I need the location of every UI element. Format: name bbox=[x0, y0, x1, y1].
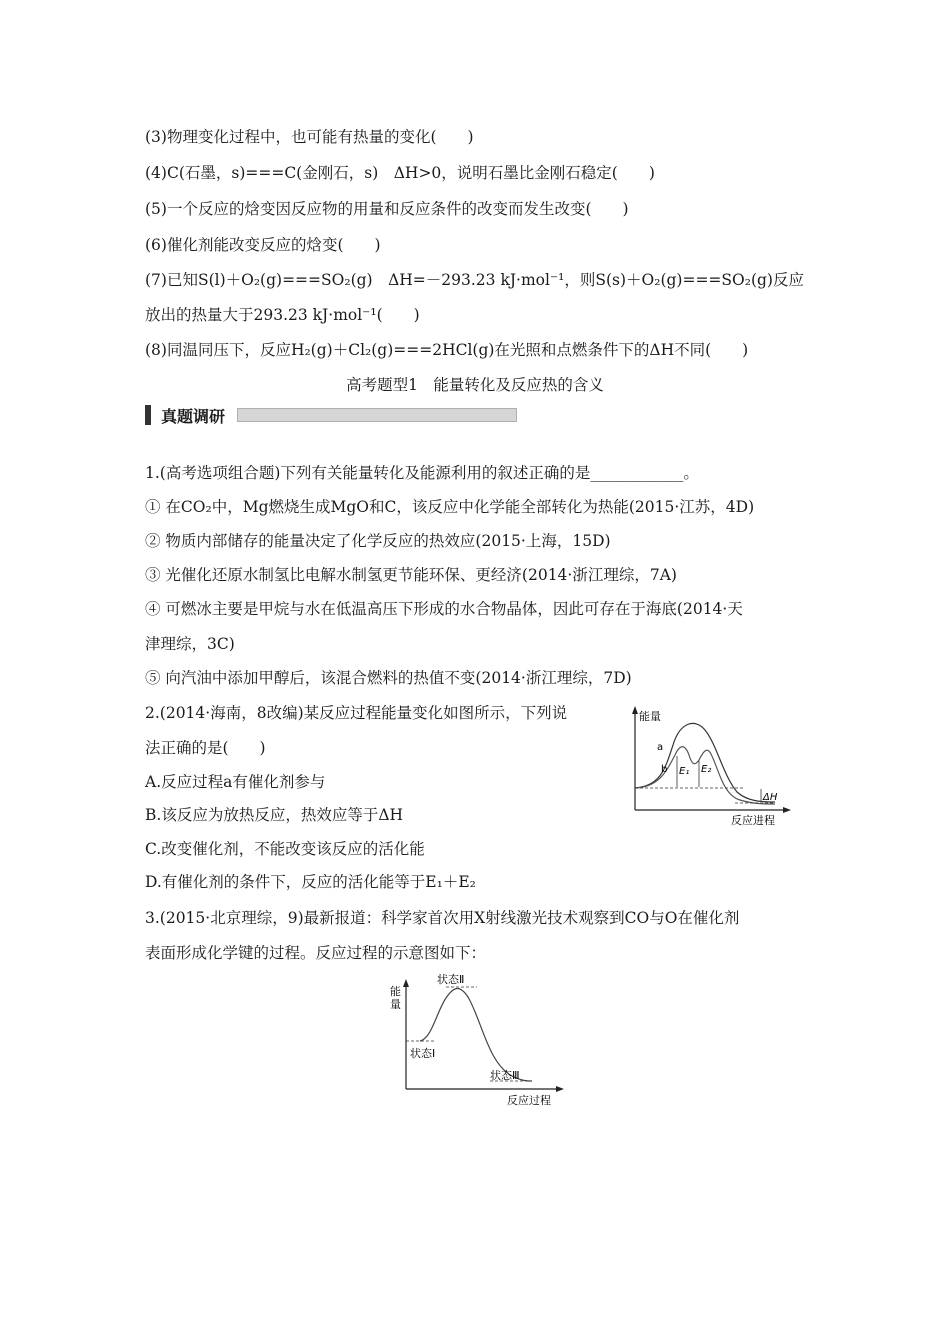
q2-label-e2: E₂ bbox=[701, 764, 712, 775]
q2-label-b: b bbox=[661, 764, 668, 775]
heading-rule bbox=[237, 408, 517, 422]
q1-item-4-cont: 津理综，3C) bbox=[145, 635, 235, 653]
statement-6: (6)催化剂能改变反应的焓变( ) bbox=[145, 236, 381, 254]
q1-item-5: ⑤ 向汽油中添加甲醇后，该混合燃料的热值不变(2014·浙江理综，7D) bbox=[145, 669, 632, 687]
statement-8: (8)同温同压下，反应H₂(g)＋Cl₂(g)===2HCl(g)在光照和点燃条件下的ΔH不同( ) bbox=[145, 341, 749, 359]
statement-5: (5)一个反应的焓变因反应物的用量和反应条件的改变而发生改变( ) bbox=[145, 200, 629, 218]
q1-item-4: ④ 可燃冰主要是甲烷与水在低温高压下形成的水合物晶体，因此可存在于海底(2014·天 bbox=[145, 600, 743, 618]
statement-7-cont: 放出的热量大于293.23 kJ·mol⁻¹( ) bbox=[145, 306, 420, 324]
q1-stem: 1.(高考选项组合题)下列有关能量转化及能源利用的叙述正确的是____________。 bbox=[145, 464, 699, 482]
statement-4: (4)C(石墨，s)===C(金刚石，s) ΔH>0，说明石墨比金刚石稳定( ) bbox=[145, 164, 655, 182]
q3-state-2: 状态Ⅱ bbox=[437, 973, 465, 986]
q3-energy-diagram bbox=[362, 973, 572, 1108]
q3-curve bbox=[420, 988, 532, 1081]
q2-label-dh: ΔH bbox=[763, 792, 778, 803]
q2-ylabel: 能量 bbox=[639, 710, 661, 723]
q3-ylabel: 能量 bbox=[390, 985, 401, 1011]
section-title: 高考题型1 能量转化及反应热的含义 bbox=[346, 376, 604, 394]
heading-block bbox=[145, 404, 517, 426]
q2-option-b: B.该反应为放热反应，热效应等于ΔH bbox=[145, 806, 404, 824]
heading-title: 真题调研 bbox=[161, 406, 226, 426]
q2-stem-2: 法正确的是( ) bbox=[145, 739, 266, 757]
q3-stem-2: 表面形成化学键的过程。反应过程的示意图如下： bbox=[145, 944, 487, 962]
q2-label-a: a bbox=[657, 742, 664, 753]
q1-item-1: ① 在CO₂中，Mg燃烧生成MgO和C，该反应中化学能全部转化为热能(2015·江苏，4D) bbox=[145, 498, 755, 516]
q2-stem-1: 2.(2014·海南，8改编)某反应过程能量变化如图所示，下列说 bbox=[145, 704, 568, 722]
heading-bar bbox=[145, 405, 151, 425]
statement-3: (3)物理变化过程中，也可能有热量的变化( ) bbox=[145, 128, 474, 146]
q1-item-2: ② 物质内部储存的能量决定了化学反应的热效应(2015·上海，15D) bbox=[145, 532, 611, 550]
q3-stem-1: 3.(2015·北京理综，9)最新报道：科学家首次用X射线激光技术观察到CO与O在催化剂 bbox=[145, 909, 740, 927]
q2-option-a: A.反应过程a有催化剂参与 bbox=[145, 773, 326, 791]
q1-item-3: ③ 光催化还原水制氢比电解水制氢更节能环保、更经济(2014·浙江理综，7A) bbox=[145, 566, 677, 584]
q3-xlabel: 反应过程 bbox=[507, 1094, 551, 1107]
q2-label-e1: E₁ bbox=[679, 766, 690, 777]
q3-state-3: 状态Ⅲ bbox=[490, 1069, 520, 1082]
q2-xlabel: 反应进程 bbox=[731, 814, 775, 827]
q2-curve-b bbox=[635, 747, 775, 804]
q2-option-d: D.有催化剂的条件下，反应的活化能等于E₁＋E₂ bbox=[145, 873, 476, 891]
q2-option-c: C.改变催化剂，不能改变该反应的活化能 bbox=[145, 840, 425, 858]
q2-energy-diagram bbox=[625, 700, 795, 830]
q2-curve-a bbox=[635, 723, 775, 802]
statement-7: (7)已知S(l)＋O₂(g)===SO₂(g) ΔH=－293.23 kJ·mol⁻¹，则S(s)＋O₂(g)===SO₂(g)反应 bbox=[145, 271, 804, 289]
q3-state-1: 状态Ⅰ bbox=[410, 1047, 436, 1060]
